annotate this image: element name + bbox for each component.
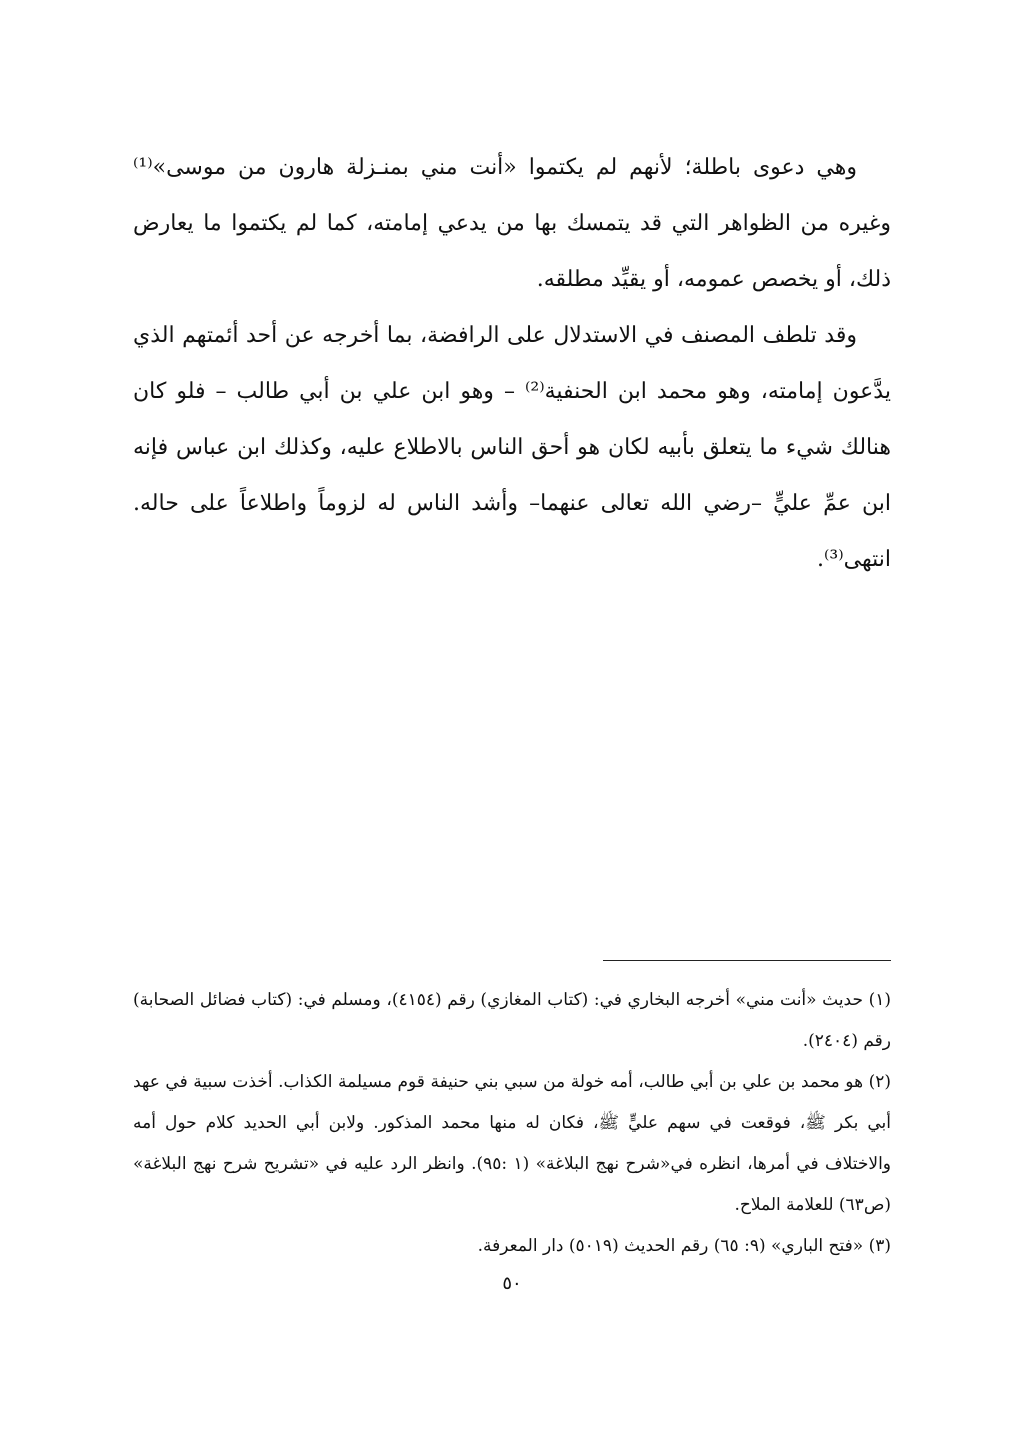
page-number: ٥٠ (502, 1273, 522, 1294)
main-text (133, 140, 891, 588)
footnote-2: (٢) هو محمد بن علي بن أبي طالب، أمه خولة من سبي بني حنيفة قوم مسيلمة الكذاب. أخذت سبية في عهد أبي بكر ﷺ، فوقعت في سهم عليٍّ ﷺ، فكان له منها محمد المذكور. ولابن أبي الحديد كلام حول أمه والاختلاف في أمرها، انظره في«شرح نهج البلاغة» (١ :٩٥). وانظر الرد عليه في «تشريح شرح نهج البلاغة» (ص٦٣) للعلامة الملاح. (133, 1072, 892, 1215)
footnote-divider (603, 960, 891, 961)
paragraph-2: وقد تلطف المصنف في الاستدلال على الرافضة، بما أخرجه عن أحد أئمتهم الذي يدَّعون إمامته، وهو محمد ابن الحنفية⁽²⁾ – وهو ابن علي بن أبي طالب – فلو كان هنالك شيء ما يتعلق بأبيه لكان هو أحق الناس بالاطلاع عليه، وكذلك ابن عباس فإنه ابن عمِّ عليٍّ –رضي الله تعالى عنهما– وأشد الناس له لزوماً واطلاعاً على حاله. انتهى⁽³⁾. (133, 323, 891, 572)
footnote-3: (٣) «فتح الباري» (٩: ٦٥) رقم الحديث (٥٠١٩) دار المعرفة. (477, 1236, 891, 1256)
footnote-1: (١) حديث «أنت مني» أخرجه البخاري في: (كتاب المغازي) رقم (٤١٥٤)، ومسلم في: (كتاب فضائل الصحابة) رقم (٢٤٠٤). (133, 990, 891, 1051)
footnotes (133, 980, 891, 1267)
paragraph-1: وهي دعوى باطلة؛ لأنهم لم يكتموا «أنت مني بمنـزلة هارون من موسى»⁽¹⁾ وغيره من الظواهر التي قد يتمسك بها من يدعي إمامته، كما لم يكتموا ما يعارض ذلك، أو يخصص عمومه، أو يقيِّد مطلقه. (133, 155, 891, 292)
